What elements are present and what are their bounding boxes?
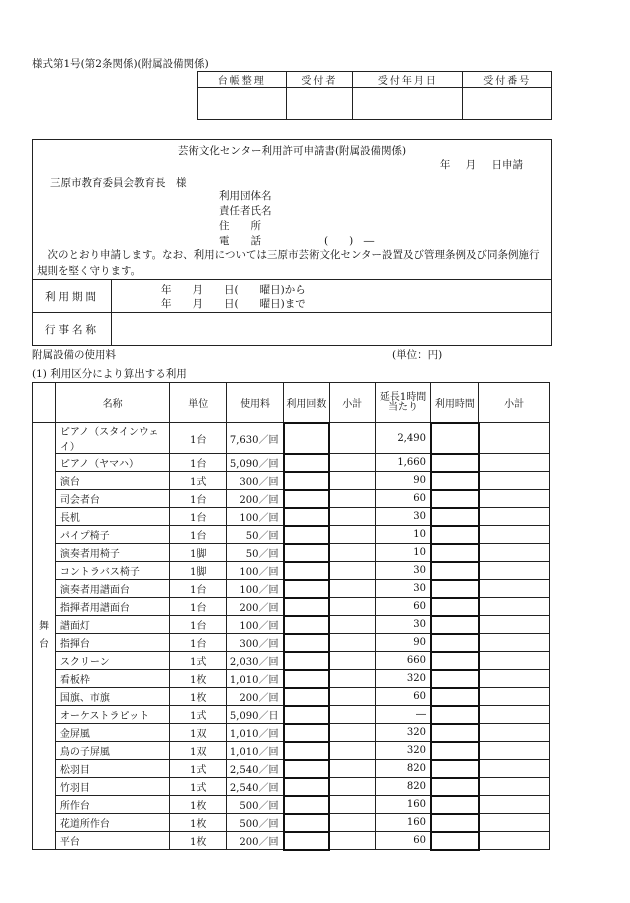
item-extension-fee: 60 <box>375 598 431 616</box>
subtotal-cell[interactable] <box>329 706 375 724</box>
count-input[interactable] <box>284 562 330 580</box>
subtotal-cell[interactable] <box>479 472 550 490</box>
subtotal-cell[interactable] <box>479 832 550 850</box>
item-fee: 50／回 <box>227 544 284 562</box>
hours-input[interactable] <box>431 598 479 616</box>
subtotal-cell[interactable] <box>329 598 375 616</box>
application-title: 芸術文化センター利用許可申請書(附属設備関係) <box>177 145 407 157</box>
count-input[interactable] <box>284 423 330 454</box>
subtotal-cell[interactable] <box>479 814 550 832</box>
subtotal-cell[interactable] <box>479 508 550 526</box>
fee-row <box>33 832 550 850</box>
item-extension-fee: 160 <box>375 814 431 832</box>
item-extension-fee: 90 <box>375 472 431 490</box>
item-fee: 500／回 <box>227 796 284 814</box>
hours-input[interactable] <box>431 423 479 454</box>
item-fee: 1,010／回 <box>227 742 284 760</box>
application-box <box>32 139 552 346</box>
item-unit: 1脚 <box>170 562 227 580</box>
count-input[interactable] <box>284 616 330 634</box>
item-unit: 1枚 <box>170 670 227 688</box>
count-input[interactable] <box>284 526 330 544</box>
fee-row <box>33 526 550 544</box>
item-fee: 100／回 <box>227 508 284 526</box>
address-label[interactable]: 住 所 <box>219 220 261 232</box>
header-subtotal: 小計 <box>479 383 550 423</box>
item-extension-fee: 160 <box>375 796 431 814</box>
fee-row <box>33 796 550 814</box>
item-name: 花道所作台 <box>55 814 169 832</box>
fee-row <box>33 423 550 454</box>
item-extension-fee: 2,490 <box>375 423 431 454</box>
count-input[interactable] <box>284 724 330 742</box>
item-fee: 100／回 <box>227 580 284 598</box>
unit-note: (単位：円) <box>392 349 443 361</box>
item-unit: 1式 <box>170 472 227 490</box>
subtotal-cell[interactable] <box>329 688 375 706</box>
responsible-person-label[interactable]: 責任者氏名 <box>219 205 272 217</box>
count-input[interactable] <box>284 508 330 526</box>
item-unit: 1式 <box>170 652 227 670</box>
subtotal-cell[interactable] <box>329 580 375 598</box>
subtotal-cell[interactable] <box>329 423 375 454</box>
hours-input[interactable] <box>431 688 479 706</box>
item-name: 国旗、市旗 <box>55 688 169 706</box>
item-fee: 2,540／回 <box>227 760 284 778</box>
count-input[interactable] <box>284 544 330 562</box>
subtotal-cell[interactable] <box>479 778 550 796</box>
hours-input[interactable] <box>431 616 479 634</box>
count-input[interactable] <box>284 706 330 724</box>
item-unit: 1式 <box>170 760 227 778</box>
period-to[interactable]: 年 月 日( 曜日)まで <box>161 298 306 310</box>
subtotal-cell[interactable] <box>329 796 375 814</box>
hours-input[interactable] <box>431 544 479 562</box>
count-input[interactable] <box>284 670 330 688</box>
item-name: 平台 <box>55 832 169 850</box>
fee-row <box>33 544 550 562</box>
item-extension-fee: 60 <box>375 688 431 706</box>
subtotal-cell[interactable] <box>329 562 375 580</box>
item-unit: 1台 <box>170 598 227 616</box>
item-unit: 1枚 <box>170 688 227 706</box>
item-fee: 300／回 <box>227 634 284 652</box>
item-fee: 1,010／回 <box>227 670 284 688</box>
subtotal-cell[interactable] <box>329 526 375 544</box>
fee-row <box>33 742 550 760</box>
fee-row <box>33 670 550 688</box>
hours-input[interactable] <box>431 562 479 580</box>
subtotal-cell[interactable] <box>479 706 550 724</box>
period-from[interactable]: 年 月 日( 曜日)から <box>161 284 306 296</box>
subtotal-cell[interactable] <box>329 634 375 652</box>
item-name: 鳥の子屏風 <box>55 742 169 760</box>
subtotal-cell[interactable] <box>329 778 375 796</box>
fee-row <box>33 580 550 598</box>
fee-row <box>33 760 550 778</box>
item-fee: 200／回 <box>227 490 284 508</box>
fee-row <box>33 724 550 742</box>
subtotal-cell[interactable] <box>329 616 375 634</box>
count-input[interactable] <box>284 472 330 490</box>
item-name: 司会者台 <box>55 490 169 508</box>
item-unit: 1式 <box>170 706 227 724</box>
subtotal-cell[interactable] <box>479 598 550 616</box>
subtotal-cell[interactable] <box>479 670 550 688</box>
fees-heading: 附属設備の使用料 <box>32 349 116 361</box>
subtotal-cell[interactable] <box>479 634 550 652</box>
count-input[interactable] <box>284 580 330 598</box>
subtotal-cell[interactable] <box>479 490 550 508</box>
fee-row <box>33 490 550 508</box>
item-extension-fee: 660 <box>375 652 431 670</box>
item-name: コントラバス椅子 <box>55 562 169 580</box>
ledger-cell[interactable] <box>463 88 552 120</box>
item-name: 看板枠 <box>55 670 169 688</box>
count-input[interactable] <box>284 652 330 670</box>
header-unit: 単位 <box>170 383 227 423</box>
item-extension-fee: 30 <box>375 580 431 598</box>
addressee: 三原市教育委員会教育長 様 <box>50 177 187 189</box>
item-unit: 1台 <box>170 490 227 508</box>
item-fee: 100／回 <box>227 562 284 580</box>
header-fee: 使用料 <box>227 383 284 423</box>
item-extension-fee: 320 <box>375 742 431 760</box>
item-extension-fee: 320 <box>375 670 431 688</box>
header-count: 利用回数 <box>284 383 330 423</box>
item-extension-fee: 90 <box>375 634 431 652</box>
hours-input[interactable] <box>431 490 479 508</box>
item-name: 竹羽目 <box>55 778 169 796</box>
hours-input[interactable] <box>431 742 479 760</box>
subtotal-cell[interactable] <box>479 652 550 670</box>
item-name: オーケストラピット <box>55 706 169 724</box>
form-number: 様式第1号(第2条関係)(附属設備関係) <box>32 58 209 70</box>
fee-row <box>33 616 550 634</box>
item-unit: 1脚 <box>170 544 227 562</box>
item-extension-fee: 60 <box>375 832 431 850</box>
item-unit: 1双 <box>170 742 227 760</box>
ledger-cell[interactable] <box>198 88 287 120</box>
subtotal-cell[interactable] <box>329 454 375 472</box>
fee-row <box>33 652 550 670</box>
fee-row <box>33 454 550 472</box>
item-fee: 200／回 <box>227 832 284 850</box>
subtotal-cell[interactable] <box>479 688 550 706</box>
item-fee: 50／回 <box>227 526 284 544</box>
subtotal-cell[interactable] <box>329 670 375 688</box>
count-input[interactable] <box>284 832 330 850</box>
period-row <box>33 279 551 313</box>
item-unit: 1枚 <box>170 796 227 814</box>
item-name: 指揮台 <box>55 634 169 652</box>
subtotal-cell[interactable] <box>329 490 375 508</box>
item-unit: 1台 <box>170 423 227 454</box>
hours-input[interactable] <box>431 508 479 526</box>
fee-row <box>33 778 550 796</box>
item-name: スクリーン <box>55 652 169 670</box>
item-unit: 1台 <box>170 634 227 652</box>
subtotal-cell[interactable] <box>479 423 550 454</box>
count-input[interactable] <box>284 742 330 760</box>
subtotal-cell[interactable] <box>479 742 550 760</box>
item-name: 演奏者用椅子 <box>55 544 169 562</box>
hours-input[interactable] <box>431 580 479 598</box>
header-name: 名称 <box>55 383 169 423</box>
count-input[interactable] <box>284 688 330 706</box>
header-subtotal: 小計 <box>329 383 375 423</box>
hours-input[interactable] <box>431 706 479 724</box>
header-blank <box>33 383 56 423</box>
ledger-header: 台帳整理 <box>198 72 287 88</box>
ledger-cell[interactable] <box>286 88 353 120</box>
subtotal-cell[interactable] <box>479 796 550 814</box>
item-name: 演台 <box>55 472 169 490</box>
item-name: パイプ椅子 <box>55 526 169 544</box>
hours-input[interactable] <box>431 724 479 742</box>
ledger-table <box>197 71 552 120</box>
header-extension: 延長1時間当たり <box>375 383 431 423</box>
hours-input[interactable] <box>431 832 479 850</box>
item-name: 譜面灯 <box>55 616 169 634</box>
item-unit: 1台 <box>170 580 227 598</box>
item-name: 所作台 <box>55 796 169 814</box>
hours-input[interactable] <box>431 760 479 778</box>
fee-row <box>33 688 550 706</box>
item-extension-fee: 320 <box>375 724 431 742</box>
item-extension-fee: 30 <box>375 616 431 634</box>
fee-table <box>32 382 550 851</box>
count-input[interactable] <box>284 598 330 616</box>
subtotal-cell[interactable] <box>329 724 375 742</box>
item-name: 松羽目 <box>55 760 169 778</box>
count-input[interactable] <box>284 796 330 814</box>
subtotal-cell[interactable] <box>329 742 375 760</box>
subtotal-cell[interactable] <box>479 760 550 778</box>
subtotal-cell[interactable] <box>329 814 375 832</box>
hours-input[interactable] <box>431 634 479 652</box>
statement: 次のとおり申請します。なお、利用については三原市芸術文化センター設置及び管理条例及び同条例施行規則を堅く守ります。 <box>37 249 540 277</box>
item-name: 指揮者用譜面台 <box>55 598 169 616</box>
item-extension-fee: 60 <box>375 490 431 508</box>
application-date[interactable]: 年 月 日申請 <box>439 159 523 171</box>
count-input[interactable] <box>284 490 330 508</box>
count-input[interactable] <box>284 778 330 796</box>
subtotal-cell[interactable] <box>329 508 375 526</box>
item-unit: 1台 <box>170 454 227 472</box>
item-fee: 200／回 <box>227 688 284 706</box>
hours-input[interactable] <box>431 454 479 472</box>
ledger-header: 受付年月日 <box>353 72 463 88</box>
item-unit: 1台 <box>170 508 227 526</box>
item-extension-fee: 30 <box>375 562 431 580</box>
fee-row <box>33 634 550 652</box>
category-stage: 舞 台 <box>33 423 56 850</box>
subtotal-cell[interactable] <box>329 832 375 850</box>
item-fee: 100／回 <box>227 616 284 634</box>
fee-row <box>33 472 550 490</box>
item-extension-fee: 820 <box>375 760 431 778</box>
item-name: 演奏者用譜面台 <box>55 580 169 598</box>
fee-row <box>33 562 550 580</box>
count-input[interactable] <box>284 454 330 472</box>
hours-input[interactable] <box>431 670 479 688</box>
item-extension-fee: 1,660 <box>375 454 431 472</box>
subtotal-cell[interactable] <box>329 652 375 670</box>
count-input[interactable] <box>284 814 330 832</box>
count-input[interactable] <box>284 634 330 652</box>
subtotal-cell[interactable] <box>479 544 550 562</box>
item-name: ピアノ（ヤマハ） <box>55 454 169 472</box>
item-name: 長机 <box>55 508 169 526</box>
item-unit: 1双 <box>170 724 227 742</box>
hours-input[interactable] <box>431 778 479 796</box>
fee-row <box>33 814 550 832</box>
item-fee: 5,090／回 <box>227 454 284 472</box>
subtotal-cell[interactable] <box>479 724 550 742</box>
subtotal-cell[interactable] <box>329 760 375 778</box>
subtotal-cell[interactable] <box>479 580 550 598</box>
item-name: 金屏風 <box>55 724 169 742</box>
hours-input[interactable] <box>431 652 479 670</box>
hours-input[interactable] <box>431 796 479 814</box>
item-extension-fee: ― <box>375 706 431 724</box>
item-extension-fee: 820 <box>375 778 431 796</box>
item-unit: 1枚 <box>170 814 227 832</box>
item-unit: 1枚 <box>170 832 227 850</box>
hours-input[interactable] <box>431 526 479 544</box>
ledger-header: 受付番号 <box>463 72 552 88</box>
item-fee: 2,030／回 <box>227 652 284 670</box>
subtotal-cell[interactable] <box>479 562 550 580</box>
item-fee: 500／回 <box>227 814 284 832</box>
fee-row <box>33 508 550 526</box>
count-input[interactable] <box>284 760 330 778</box>
section-title: (1) 利用区分により算出する利用 <box>32 368 187 380</box>
item-name: ピアノ（スタインウェイ） <box>55 423 169 454</box>
subtotal-cell[interactable] <box>479 454 550 472</box>
period-label: 利用期間 <box>33 280 112 313</box>
item-extension-fee: 30 <box>375 508 431 526</box>
event-label: 行事名称 <box>33 313 112 346</box>
item-extension-fee: 10 <box>375 544 431 562</box>
subtotal-cell[interactable] <box>329 544 375 562</box>
subtotal-cell[interactable] <box>329 472 375 490</box>
item-fee: 5,090／日 <box>227 706 284 724</box>
ledger-header: 受付者 <box>286 72 353 88</box>
group-name-label[interactable]: 利用団体名 <box>219 190 272 202</box>
item-unit: 1式 <box>170 778 227 796</box>
fee-row <box>33 706 550 724</box>
item-fee: 300／回 <box>227 472 284 490</box>
subtotal-cell[interactable] <box>479 616 550 634</box>
item-fee: 200／回 <box>227 598 284 616</box>
hours-input[interactable] <box>431 814 479 832</box>
fee-row <box>33 598 550 616</box>
header-hours: 利用時間 <box>431 383 479 423</box>
item-fee: 7,630／回 <box>227 423 284 454</box>
subtotal-cell[interactable] <box>479 526 550 544</box>
item-extension-fee: 10 <box>375 526 431 544</box>
ledger-cell[interactable] <box>353 88 463 120</box>
item-unit: 1台 <box>170 616 227 634</box>
event-input[interactable] <box>117 321 537 337</box>
item-fee: 2,540／回 <box>227 778 284 796</box>
event-row <box>33 312 551 346</box>
item-fee: 1,010／回 <box>227 724 284 742</box>
hours-input[interactable] <box>431 472 479 490</box>
phone-label[interactable]: 電 話 ( ) ― <box>219 235 375 247</box>
item-unit: 1台 <box>170 526 227 544</box>
